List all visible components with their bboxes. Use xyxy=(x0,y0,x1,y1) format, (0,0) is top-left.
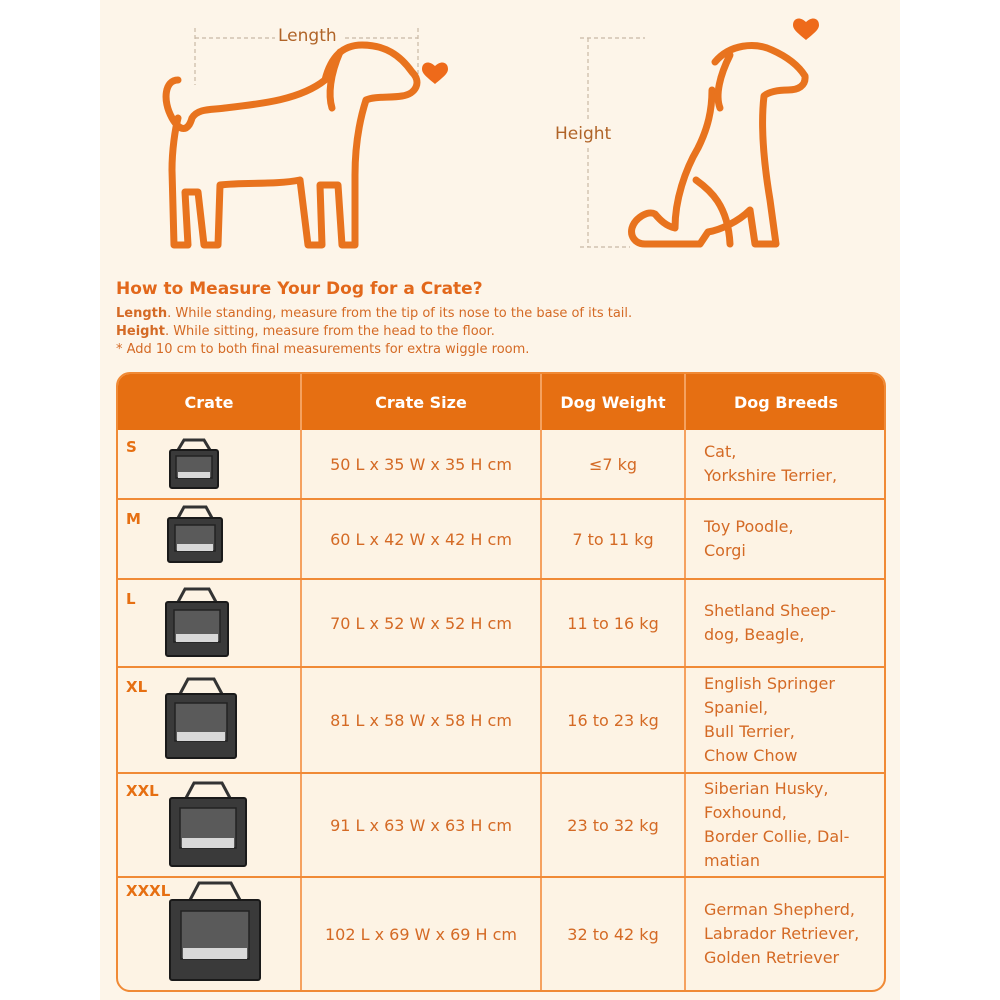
sitting-dog-ear xyxy=(718,55,730,108)
dog-breeds xyxy=(704,668,884,772)
table-row xyxy=(118,430,884,498)
dog-measurement-illustration xyxy=(100,0,900,270)
crate-image xyxy=(162,676,240,762)
breed-line: Yorkshire Terrier, xyxy=(704,466,838,485)
breed-line: Bull Terrier, xyxy=(704,722,795,741)
breed-line: German Shepherd, xyxy=(704,900,855,919)
crate-size-code: S xyxy=(126,438,137,456)
breed-line: Cat, xyxy=(704,442,737,461)
heart-icon xyxy=(793,18,819,40)
breed-line: Toy Poodle, xyxy=(704,517,794,536)
breed-line: dog, Beagle, xyxy=(704,625,805,644)
breed-line: Spaniel, xyxy=(704,698,769,717)
header-dog-breeds: Dog Breeds xyxy=(733,392,839,412)
crate-size-code: L xyxy=(126,590,136,608)
guide-heading: How to Measure Your Dog for a Crate? xyxy=(116,279,483,299)
height-text: . While sitting, measure from the head to the floor. xyxy=(164,324,495,339)
crate-size-table xyxy=(116,372,886,992)
height-term: Height xyxy=(116,324,165,339)
crate-size-code: XXXL xyxy=(126,882,171,900)
height-label: Height xyxy=(555,124,612,144)
table-row xyxy=(118,878,884,990)
table-row xyxy=(118,500,884,578)
breed-line: Chow Chow xyxy=(704,746,798,765)
extra-room-note: * Add 10 cm to both final measurements for extra wiggle room. xyxy=(116,342,530,357)
crate-size-code: XL xyxy=(126,678,148,696)
length-text: . While standing, measure from the tip of its nose to the base of its tail. xyxy=(167,306,633,321)
crate-image xyxy=(166,880,264,984)
crate-image xyxy=(166,780,250,870)
dog-breeds xyxy=(704,430,884,498)
dog-weight: 7 to 11 kg xyxy=(572,529,654,549)
table-row xyxy=(118,774,884,876)
dog-weight: ≤7 kg xyxy=(588,454,638,474)
dog-weight: 11 to 16 kg xyxy=(567,613,659,633)
height-instruction xyxy=(116,323,632,341)
breed-line: English Springer xyxy=(704,674,835,693)
length-instruction xyxy=(116,305,632,323)
crate-dimensions: 91 L x 63 W x 63 H cm xyxy=(330,815,512,835)
dog-weight: 32 to 42 kg xyxy=(567,924,659,944)
crate-dimensions: 102 L x 69 W x 69 H cm xyxy=(324,924,518,944)
crate-dimensions: 50 L x 35 W x 35 H cm xyxy=(330,454,512,474)
breed-line: Golden Retriever xyxy=(704,948,840,967)
breed-line: Labrador Retriever, xyxy=(704,924,860,943)
standing-dog-outline xyxy=(166,45,417,245)
crate-image xyxy=(162,586,232,660)
length-label: Length xyxy=(278,26,337,46)
breed-line: matian xyxy=(704,851,761,870)
header-dog-weight: Dog Weight xyxy=(560,392,666,412)
crate-dimensions: 81 L x 58 W x 58 H cm xyxy=(330,710,512,730)
dog-weight: 23 to 32 kg xyxy=(567,815,659,835)
crate-size-code: M xyxy=(126,510,141,528)
header-crate-size: Crate Size xyxy=(375,392,467,412)
table-row xyxy=(118,580,884,666)
dog-breeds xyxy=(704,580,884,666)
length-term: Length xyxy=(116,306,168,321)
crate-image xyxy=(164,504,226,566)
sizing-guide-page xyxy=(100,0,900,1000)
dog-weight: 16 to 23 kg xyxy=(567,710,659,730)
breed-line: Corgi xyxy=(704,541,746,560)
breed-line: Foxhound, xyxy=(704,803,787,822)
breed-line: Siberian Husky, xyxy=(704,779,829,798)
guide-instructions xyxy=(116,305,632,359)
heart-icon xyxy=(422,62,448,84)
table-row xyxy=(118,668,884,772)
crate-dimensions: 60 L x 42 W x 42 H cm xyxy=(330,529,512,549)
crate-dimensions: 70 L x 52 W x 52 H cm xyxy=(330,613,512,633)
dog-breeds xyxy=(704,500,884,578)
dog-breeds xyxy=(704,774,884,876)
crate-image xyxy=(166,438,222,492)
breed-line: Shetland Sheep- xyxy=(704,601,836,620)
breed-line: Border Collie, Dal- xyxy=(704,827,850,846)
dog-breeds xyxy=(704,878,886,990)
table-header xyxy=(118,374,884,430)
header-crate: Crate xyxy=(184,392,234,412)
crate-size-code: XXL xyxy=(126,782,159,800)
